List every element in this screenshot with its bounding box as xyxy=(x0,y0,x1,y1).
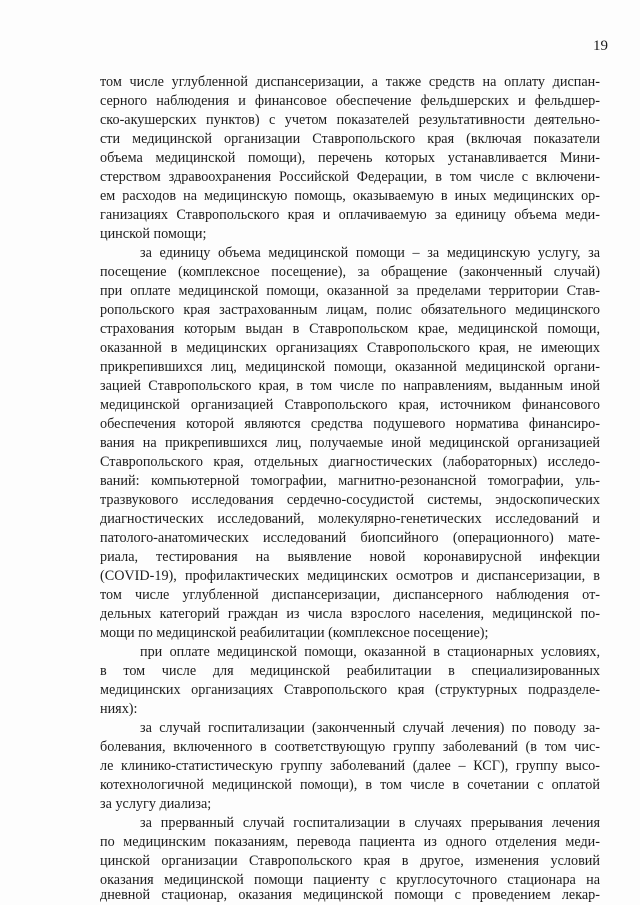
text-line: стерством здравоохранения Российской Федерации, в том числе с включени- xyxy=(100,169,600,185)
text-line: дельных категорий граждан из числа взрослого населения, медицинской по- xyxy=(100,606,600,622)
text-line: в том числе для медицинской реабилитации в специализированных xyxy=(100,663,600,679)
text-line: мощи по медицинской реабилитации (комплексное посещение); xyxy=(100,625,489,641)
text-line: ниях): xyxy=(100,701,138,717)
text-line: ропольского края застрахованным лицам, полис обязательного медицинского xyxy=(100,302,600,318)
text-line: цинской помощи; xyxy=(100,226,207,242)
text-line: зацией Ставропольского края, в том числе по направлениям, выданным иной xyxy=(100,378,600,394)
text-line: медицинских организациях Ставропольского края (структурных подразделе- xyxy=(100,682,600,698)
text-line: Ставропольского края, отдельных диагностических (лабораторных) исследо- xyxy=(100,454,600,470)
text-line: обеспечения которой являются средства подушевого норматива финансиро- xyxy=(100,416,600,432)
text-line: ваний: компьютерной томографии, магнитно-резонансной томографии, уль- xyxy=(100,473,600,489)
paragraph-first-line: за единицу объема медицинской помощи – за медицинскую услугу, за xyxy=(140,245,600,261)
paragraph-first-line: за случай госпитализации (законченный случай лечения) по поводу за- xyxy=(140,720,600,736)
text-line: сти медицинской организации Ставропольского края (включая показатели xyxy=(100,131,600,147)
text-line: болевания, включенного в соответствующую группу заболеваний (в том чис- xyxy=(100,739,600,755)
text-line: страхования которым выдан в Ставропольском крае, медицинской помощи, xyxy=(100,321,600,337)
text-line: (COVID-19), профилактических медицинских осмотров и диспансеризации, в xyxy=(100,568,600,584)
text-line: прикрепившихся лиц, медицинской помощи, оказанной медицинской органи- xyxy=(100,359,600,375)
text-line: котехнологичной медицинской помощи), в том числе в сочетании с оплатой xyxy=(100,777,600,793)
text-line: объема медицинской помощи), перечень которых устанавливается Мини- xyxy=(100,150,600,166)
text-line: дневной стационар, оказания медицинской помощи с проведением лекар- xyxy=(100,887,600,903)
text-line: патолого-анатомических исследований биопсийного (операционного) мате- xyxy=(100,530,600,546)
text-line: ско-акушерских пунктов) с учетом показателей результативности деятельно- xyxy=(100,112,600,128)
text-line: оказания медицинской помощи пациенту с круглосуточного стационара на xyxy=(100,872,600,888)
text-line: за услугу диализа; xyxy=(100,796,212,812)
text-line: ле клинико-статистическую группу заболеваний (далее – КСГ), группу высо- xyxy=(100,758,600,774)
text-line: посещение (комплексное посещение), за обращение (законченный случай) xyxy=(100,264,600,280)
text-line: по медицинским показаниям, перевода пациента из одного отделения меди- xyxy=(100,834,600,850)
text-line: риала, тестирования на выявление новой коронавирусной инфекции xyxy=(100,549,600,565)
text-line: вания на прикрепившихся лиц, получаемые иной медицинской организацией xyxy=(100,435,600,451)
text-line: том числе углубленной диспансеризации, диспансерного наблюдения от- xyxy=(100,587,600,603)
text-line: серного наблюдения и финансовое обеспечение фельдшерских и фельдшер- xyxy=(100,93,600,109)
text-line: ганизациях Ставропольского края и оплачиваемую за единицу объема меди- xyxy=(100,207,600,223)
paragraph-first-line: за прерванный случай госпитализации в случаях прерывания лечения xyxy=(140,815,600,831)
text-line: том числе углубленной диспансеризации, а также средств на оплату диспан- xyxy=(100,74,600,90)
text-line: тразвукового исследования сердечно-сосудистой системы, эндоскопических xyxy=(100,492,600,508)
text-line: ем расходов на медицинскую помощь, оказываемую в иных медицинских ор- xyxy=(100,188,600,204)
text-line: медицинской организацией Ставропольского края, источником финансового xyxy=(100,397,600,413)
text-line: диагностических исследований, молекулярно-генетических исследований и xyxy=(100,511,600,527)
paragraph-first-line: при оплате медицинской помощи, оказанной в стационарных условиях, xyxy=(140,644,600,660)
text-line: оказанной в медицинских организациях Ставропольского края, не имеющих xyxy=(100,340,600,356)
text-line: цинской организации Ставропольского края в другое, изменения условий xyxy=(100,853,600,869)
text-line: при оплате медицинской помощи, оказанной за пределами территории Став- xyxy=(100,283,600,299)
page-number: 19 xyxy=(593,38,608,54)
